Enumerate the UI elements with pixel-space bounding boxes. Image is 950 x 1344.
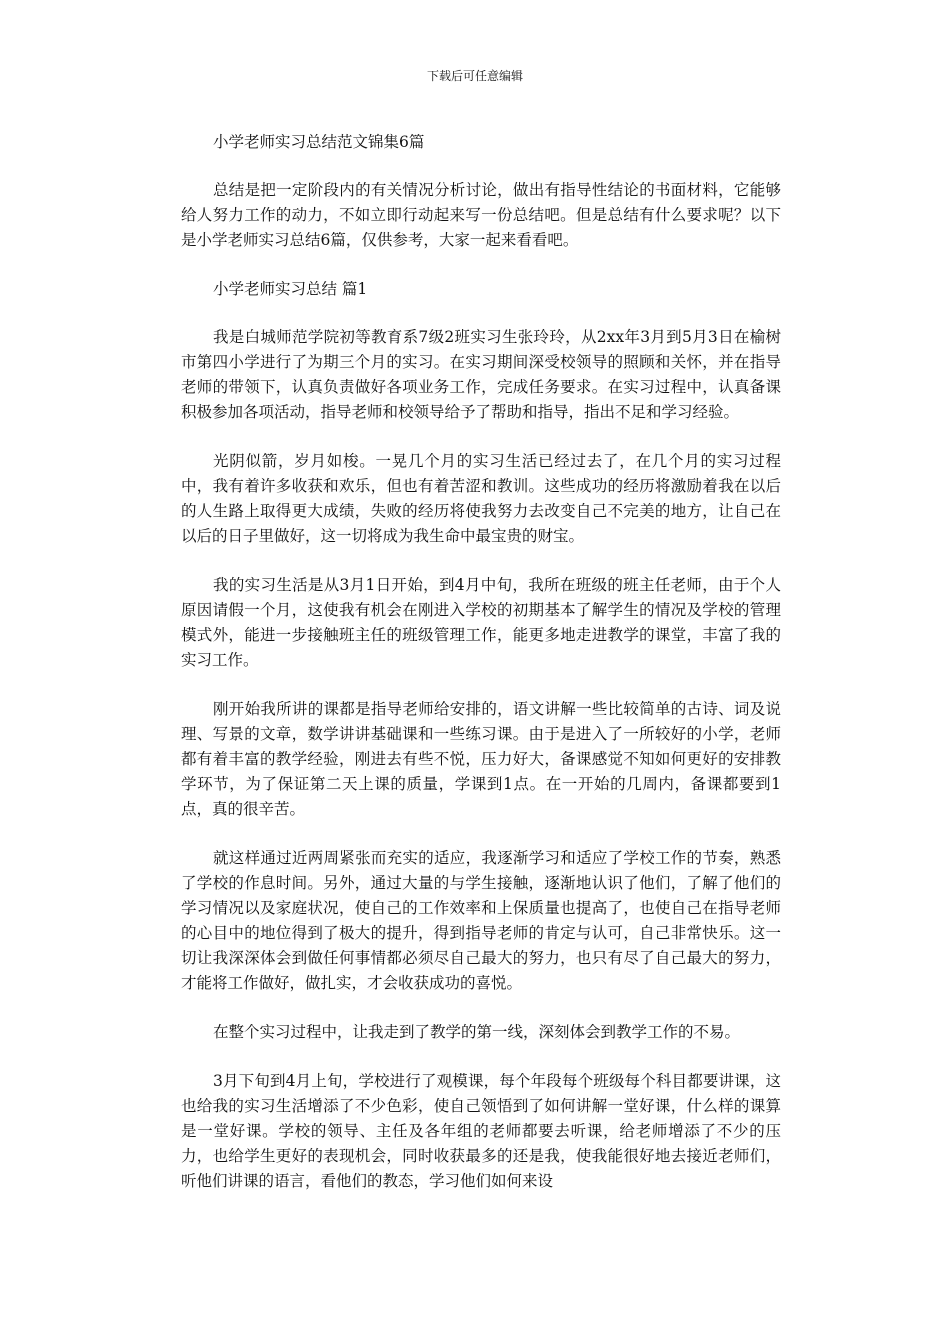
header-note: 下载后可任意编辑 — [426, 69, 523, 83]
body-paragraph: 光阴似箭，岁月如梭。一晃几个月的实习生活已经过去了，在几个月的实习过程中，我有着许多收获和欢乐，但也有着苦涩和教训。这些成功的经历将激励着我在以后的人生路上取得更大成绩，失败的经历将使我努力去改变自己不完美的地方，让自己在以后的日子里做好，这一切将成为我生命中最宝贵的财宝。 — [181, 452, 781, 545]
body-paragraph: 我是白城师范学院初等教育系7级2班实习生张玲玲，从2xx年3月到5月3日在榆树市第四小学进行了为期三个月的实习。在实习期间深受校领导的照顾和关怀，并在指导老师的带领下，认真负责做好各项业务工作，完成任务要求。在实习过程中，认真备课积极参加各项活动，指导老师和校领导给予了帮助和指导，指出不足和学习经验。 — [181, 328, 781, 421]
body-paragraph: 我的实习生活是从3月1日开始，到4月中旬，我所在班级的班主任老师，由于个人原因请假一个月，这使我有机会在刚进入学校的初期基本了解学生的情况及学校的管理模式外，能进一步接触班主任的班级管理工作，能更多地走进教学的课堂，丰富了我的实习工作。 — [181, 576, 781, 669]
intro-paragraph: 总结是把一定阶段内的有关情况分析讨论，做出有指导性结论的书面材料，它能够给人努力工作的动力，不如立即行动起来写一份总结吧。但是总结有什么要求呢？以下是小学老师实习总结6篇，仅供参考，大家一起来看看吧。 — [181, 181, 781, 249]
section-heading: 小学老师实习总结 篇1 — [213, 280, 368, 298]
document-title: 小学老师实习总结范文锦集6篇 — [213, 133, 425, 151]
document-body — [181, 130, 781, 1194]
body-paragraph: 刚开始我所讲的课都是指导老师给安排的，语文讲解一些比较简单的古诗、词及说理、写景的文章，数学讲讲基础课和一些练习课。由于是进入了一所较好的小学，老师都有着丰富的教学经验，刚进去有些不悦，压力好大，备课感觉不知如何更好的安排教学环节，为了保证第二天上课的质量，学课到1点。在一开始的几周内，备课都要到1点，真的很辛苦。 — [181, 700, 781, 818]
body-paragraph: 就这样通过近两周紧张而充实的适应，我逐渐学习和适应了学校工作的节奏，熟悉了学校的作息时间。另外，通过大量的与学生接触，逐渐地认识了他们，了解了他们的学习情况以及家庭状况，使自己的工作效率和上保质量也提高了，也使自己在指导老师的心目中的地位得到了极大的提升，得到指导老师的肯定与认可，自己非常快乐。这一切让我深深体会到做任何事情都必须尽自己最大的努力，也只有尽了自己最大的努力，才能将工作做好，做扎实，才会收获成功的喜悦。 — [181, 849, 781, 992]
body-paragraph: 在整个实习过程中，让我走到了教学的第一线，深刻体会到教学工作的不易。 — [213, 1023, 741, 1041]
body-paragraph: 3月下旬到4月上旬，学校进行了观模课，每个年段每个班级每个科目都要讲课，这也给我的实习生活增添了不少色彩，使自己领悟到了如何讲解一堂好课，什么样的课算是一堂好课。学校的领导、主任及各年组的老师都要去听课，给老师增添了不少的压力，也给学生更好的表现机会，同时收获最多的还是我，使我能很好地去接近老师们，听他们讲课的语言，看他们的教态，学习他们如何来设 — [181, 1072, 781, 1190]
